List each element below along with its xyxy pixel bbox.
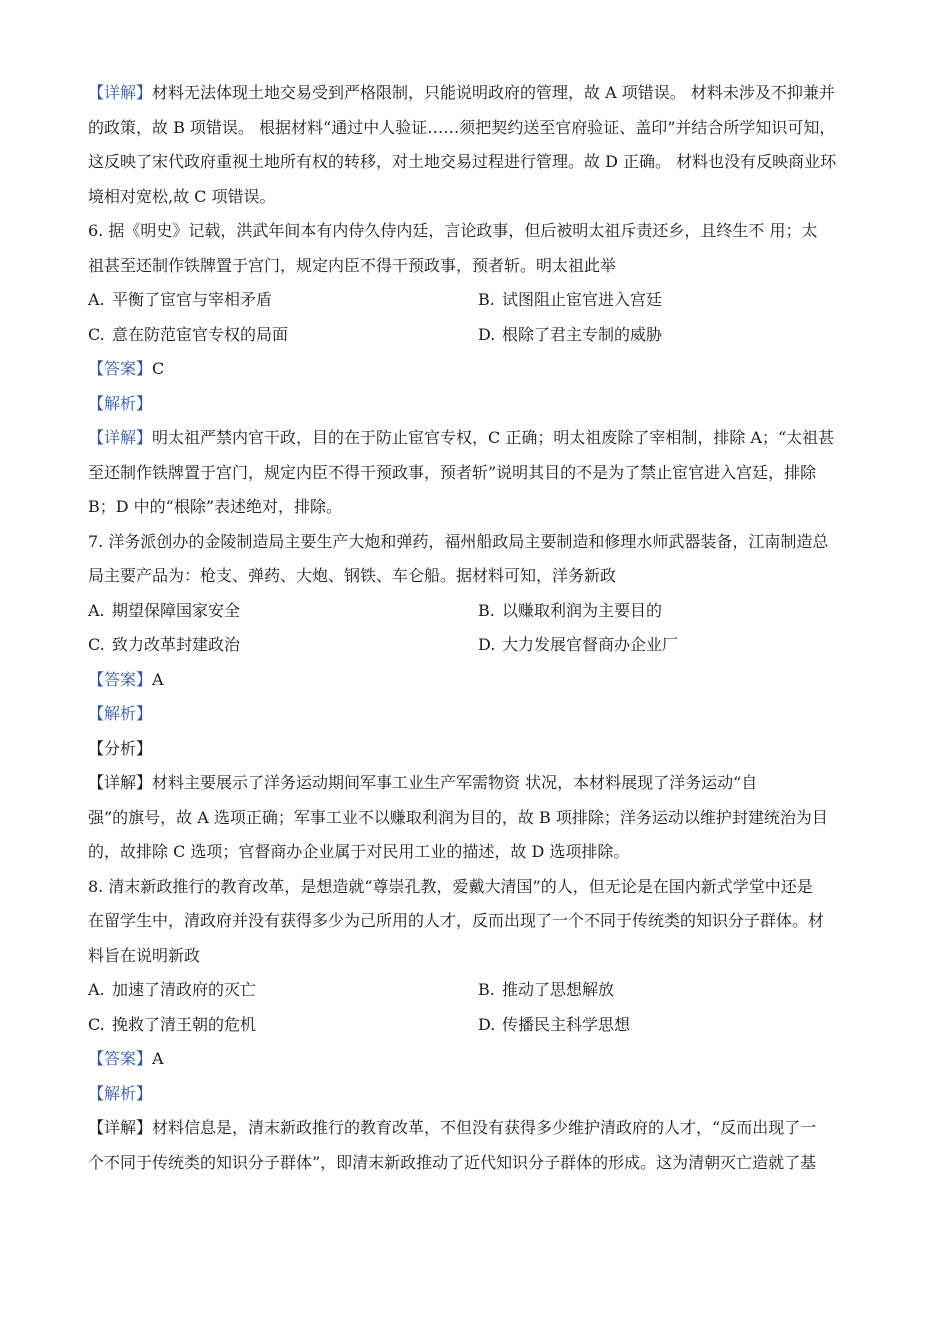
q7-fenxi-tag: 【分析】 <box>88 738 153 758</box>
q6-option-d: D. 根除了君主专制的威胁 <box>478 324 663 344</box>
q5-detail-line-3: 这反映了宋代政府重视土地所有权的转移，对土地交易过程进行管理。故 D 正确。 材料也没有反映商业环 <box>88 152 837 171</box>
q6-detail-line-3: B；D 中的“根除”表述绝对，排除。 <box>88 497 343 516</box>
q8-stem-line-3: 料旨在说明新政 <box>88 945 201 965</box>
q7-stem-line-1: 7. 洋务派创办的金陵制造局主要生产大炮和弹药，福州船政局主要制造和修理水师武器装备，江南制造总 <box>88 531 829 551</box>
q6-answer: 【答案】C <box>88 359 165 378</box>
q8-stem-line-2: 在留学生中，清政府并没有获得多少为己所用的人才，反而出现了一个不同于传统类的知识分子群体。材 <box>88 911 825 930</box>
q5-detail-line-1: 【详解】材料无法体现土地交易受到严格限制，只能说明政府的管理，故 A 项错误。 材料未涉及不抑兼并 <box>88 83 835 102</box>
q7-detail-line-2: 强”的旗号，故 A 选项正确；军事工业不以赚取利润为目的，故 B 项排除；洋务运动以维护封建统治为目 <box>88 807 828 827</box>
q8-answer: 【答案】A <box>88 1049 164 1068</box>
q6-stem-line-2: 祖甚至还制作铁牌置于宫门，规定内臣不得干预政事，预者斩。明太祖此举 <box>88 255 617 275</box>
q6-options-row-1 <box>88 283 868 318</box>
q7-stem-line-2: 局主要产品为：枪支、弹药、大炮、钢铁、车仑船。据材料可知，洋务新政 <box>88 566 617 585</box>
q7-answer: 【答案】A <box>88 669 164 689</box>
q7-option-a: A. 期望保障国家安全 <box>88 600 241 620</box>
q8-option-c: C. 挽救了清王朝的危机 <box>88 1014 257 1034</box>
q7-analysis-tag: 【解析】 <box>88 704 153 723</box>
q6-option-b: B. 试图阻止宦官进入宫廷 <box>478 290 663 309</box>
q6-stem-line-1: 6. 据《明史》记载，洪武年间本有内侍久侍内廷，言论政事，但后被明太祖斥责还乡，且终生不 用；太 <box>88 221 818 240</box>
q8-detail-line-1: 【详解】材料信息是，清末新政推行的教育改革，不但没有获得多少维护清政府的人才，“反而出现了一 <box>88 1118 817 1137</box>
q8-option-d: D. 传播民主科学思想 <box>478 1014 631 1034</box>
q8-options-row-2 <box>88 1008 868 1043</box>
detail-tag: 【详解】 <box>88 83 153 102</box>
q6-analysis-tag: 【解析】 <box>88 393 153 413</box>
q8-option-b: B. 推动了思想解放 <box>478 980 615 999</box>
q8-detail-line-2: 个不同于传统类的知识分子群体”，即清末新政推动了近代知识分子群体的形成。这为清朝灭亡造就了基 <box>88 1152 817 1172</box>
q7-option-b: B. 以赚取利润为主要目的 <box>478 600 663 620</box>
q6-option-a: A. 平衡了宦官与宰相矛盾 <box>88 290 273 309</box>
q7-detail-line-3: 的，故排除 C 选项；官督商办企业属于对民用工业的描述，故 D 选项排除。 <box>88 842 630 861</box>
q8-analysis-tag: 【解析】 <box>88 1083 153 1103</box>
q6-options-row-2 <box>88 318 868 353</box>
q6-detail-line-1: 【详解】明太祖严禁内官干政，目的在于防止宦官专权，C 正确；明太祖废除了宰相制，排除 A；“太祖甚 <box>88 428 835 447</box>
q8-options-row-1 <box>88 973 868 1008</box>
q6-option-c: C. 意在防范宦官专权的局面 <box>88 324 289 344</box>
q6-detail-line-2: 至还制作铁牌置于宫门，规定内臣不得干预政事，预者斩”说明其目的不是为了禁止宦官进入宫廷，排除 <box>88 462 817 482</box>
q7-options-row-2 <box>88 628 868 663</box>
q5-detail-line-2: 的政策，故 B 项错误。 根据材料“通过中人验证……须把契约送至官府验证、盖印”并结合所学知识可知， <box>88 117 836 137</box>
q7-option-c: C. 致力改革封建政治 <box>88 635 241 654</box>
q7-option-d: D. 大力发展官督商办企业厂 <box>478 635 679 654</box>
q8-stem-line-1: 8. 清末新政推行的教育改革，是想造就“尊崇孔教，爱戴大清国”的人，但无论是在国内新式学堂中还是 <box>88 876 813 896</box>
q7-options-row-1 <box>88 594 868 629</box>
q5-detail-line-4: 境相对宽松,故 C 项错误。 <box>88 186 276 206</box>
q7-detail-line-1: 【详解】材料主要展示了洋务运动期间军事工业生产军需物资 状况，本材料展现了洋务运动“自 <box>88 773 758 792</box>
q8-option-a: A. 加速了清政府的灭亡 <box>88 980 257 999</box>
document-page <box>88 76 868 1180</box>
